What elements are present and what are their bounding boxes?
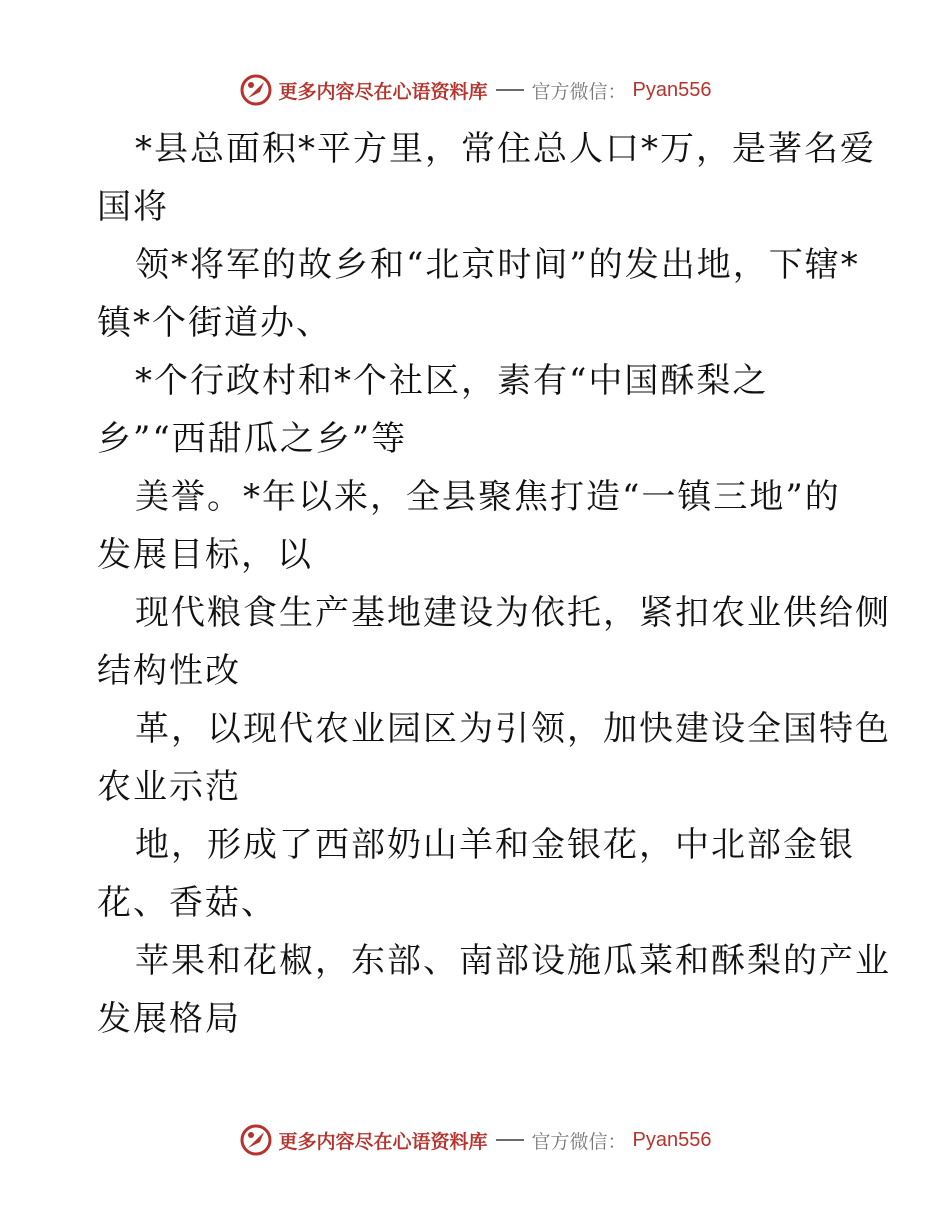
paragraph-line: 乡”“西甜瓜之乡”等 (97, 419, 408, 459)
paragraph (97, 120, 876, 236)
paragraph-line: 发展格局 (97, 999, 241, 1039)
banner-divider (496, 89, 524, 91)
paragraph-line: *个行政村和*个社区，素有“中国酥梨之 (135, 361, 769, 401)
paragraph (97, 352, 857, 468)
banner-wechat-id: Pyan556 (632, 1128, 712, 1151)
quill-logo-icon (239, 1123, 273, 1157)
paragraph-line: 现代粮食生产基地建设为依托，紧扣农业供给侧 (135, 593, 891, 633)
document-body (97, 120, 891, 1048)
banner-slogan: 更多内容尽在心语资料库 (278, 80, 488, 103)
footer-banner (0, 1120, 950, 1160)
quill-logo-icon (239, 73, 273, 107)
paragraph (97, 584, 891, 700)
banner-wechat-id: Pyan556 (632, 78, 712, 101)
banner-wechat-label: 官方微信： (531, 80, 627, 103)
paragraph (97, 816, 857, 932)
paragraph-line: 花、香菇、 (97, 883, 277, 923)
banner-slogan: 更多内容尽在心语资料库 (278, 1130, 488, 1153)
paragraph-line: 国将 (97, 187, 169, 227)
paragraph-line: 领*将军的故乡和“北京时间”的发出地，下辖* (135, 245, 860, 285)
paragraph-line: 革，以现代农业园区为引领，加快建设全国特色 (135, 709, 891, 749)
paragraph (97, 236, 860, 352)
paragraph-line: 发展目标，以 (97, 535, 313, 575)
paragraph-line: *县总面积*平方里，常住总人口*万，是著名爱 (135, 129, 876, 169)
banner-wechat-label: 官方微信： (531, 1130, 627, 1153)
paragraph (97, 932, 891, 1048)
header-banner (0, 70, 950, 110)
paragraph-line: 农业示范 (97, 767, 241, 807)
banner-divider (496, 1139, 524, 1141)
paragraph-line: 苹果和花椒，东部、南部设施瓜菜和酥梨的产业 (135, 941, 891, 981)
paragraph (97, 700, 891, 816)
paragraph-line: 镇*个街道办、 (97, 303, 332, 343)
paragraph-line: 美誉。*年以来，全县聚焦打造“一镇三地”的 (135, 477, 841, 517)
paragraph-line: 结构性改 (97, 651, 241, 691)
paragraph (97, 468, 857, 584)
paragraph-line: 地，形成了西部奶山羊和金银花，中北部金银 (135, 825, 855, 865)
